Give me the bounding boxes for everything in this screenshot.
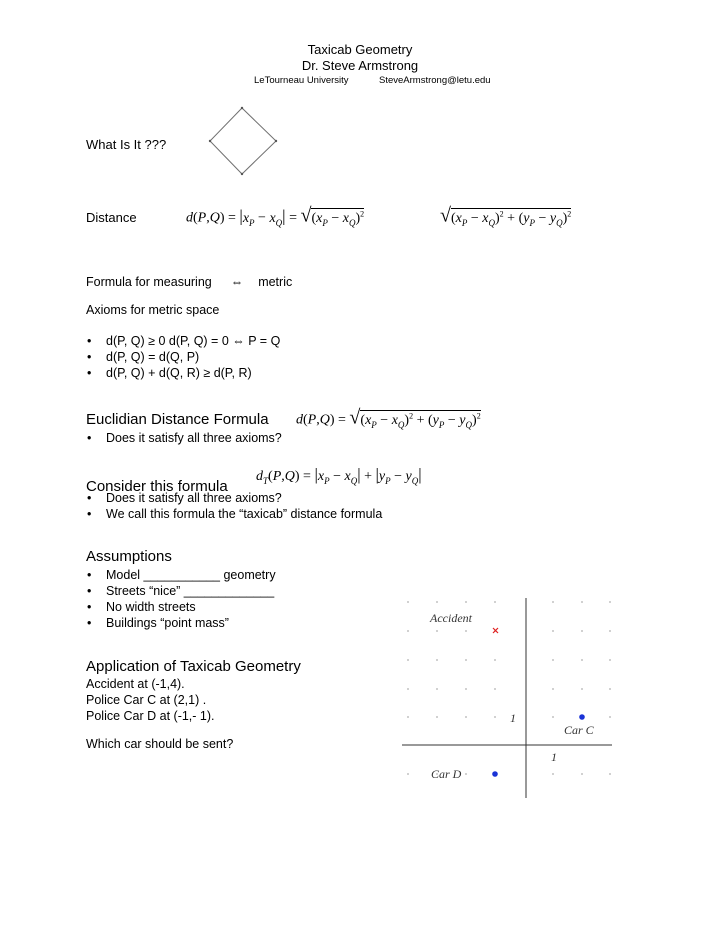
grid-dot — [436, 716, 438, 718]
distance-formula-euclid: $√(x_P - x_Q)^2 + (y_P - y_Q)^2$ — [440, 204, 572, 228]
accident-location: Accident at (-1,4). — [86, 677, 185, 691]
list-item: • No width streets — [86, 599, 276, 615]
grid-dot — [407, 630, 409, 632]
list-item: • d(P, Q) ≥ 0 d(P, Q) = 0 ⇔ P = Q — [86, 333, 280, 349]
grid-dot — [581, 659, 583, 661]
grid-dot — [436, 659, 438, 661]
grid-dot — [407, 601, 409, 603]
consider-title: Consider this formula — [86, 478, 228, 495]
formula-measuring-line — [86, 275, 292, 289]
axioms-list — [86, 333, 280, 381]
assumptions-list — [86, 567, 276, 631]
grid-dot — [465, 773, 467, 775]
grid-dot — [465, 601, 467, 603]
distance-formula-abs: $d(P,Q) = |x_P - x_Q| = √(x_P - x_Q)^2$ — [186, 204, 365, 228]
car-c-label: Car C — [564, 723, 594, 737]
grid-dot — [609, 688, 611, 690]
application-details — [86, 676, 215, 724]
grid-dot — [436, 688, 438, 690]
grid-dot — [407, 659, 409, 661]
university-name: LeTourneau University — [254, 75, 349, 86]
car-d-marker — [492, 771, 498, 777]
car-d-label: Car D — [431, 767, 462, 781]
axioms-title: Axioms for metric space — [86, 303, 220, 317]
grid-dot — [436, 601, 438, 603]
list-item: • d(P, Q) = d(Q, P) — [86, 349, 280, 365]
grid-dot — [581, 601, 583, 603]
euclidean-list — [86, 430, 282, 446]
formula-measuring-left: Formula for measuring — [86, 275, 212, 289]
list-item: • We call this formula the “taxicab” distance formula — [86, 506, 382, 522]
author-email: SteveArmstrong@letu.edu — [379, 75, 491, 86]
grid-dot — [407, 716, 409, 718]
grid-dot — [552, 630, 554, 632]
grid-dot — [552, 773, 554, 775]
grid-dot — [436, 630, 438, 632]
grid-dot — [581, 630, 583, 632]
list-item: • Streets “nice” _____________ — [86, 583, 276, 599]
document-title: Taxicab Geometry — [307, 42, 413, 57]
list-item: • Does it satisfy all three axioms? — [86, 490, 382, 506]
y-axis-tick-label: 1 — [510, 711, 516, 725]
grid-dot — [494, 716, 496, 718]
list-item: • d(P, Q) + d(Q, R) ≥ d(P, R) — [86, 365, 280, 381]
grid-dot — [494, 601, 496, 603]
taxicab-grid-graph — [400, 596, 614, 800]
x-axis-tick-label: 1 — [551, 750, 557, 764]
author-name: Dr. Steve Armstrong — [301, 58, 419, 73]
accident-marker — [493, 628, 498, 633]
grid-dot — [465, 716, 467, 718]
distance-label: Distance — [86, 210, 137, 225]
grid-dot — [609, 773, 611, 775]
list-item: • Buildings “point mass” — [86, 615, 276, 631]
assumptions-title: Assumptions — [86, 548, 172, 565]
grid-dot — [552, 601, 554, 603]
grid-dot — [494, 688, 496, 690]
grid-dot — [465, 659, 467, 661]
car-c-location: Police Car C at (2,1) . — [86, 693, 207, 707]
grid-dot — [552, 688, 554, 690]
grid-dot — [407, 688, 409, 690]
taxicab-formula: $d_T(P,Q) = |x_P - x_Q| + |y_P - y_Q|$ — [256, 465, 422, 486]
accident-label: Accident — [430, 611, 472, 625]
grid-dot — [552, 716, 554, 718]
application-title: Application of Taxicab Geometry — [86, 658, 301, 675]
taxicab-circle-diamond — [206, 104, 280, 178]
grid-dots — [407, 601, 611, 775]
car-c-marker — [579, 714, 585, 720]
application-question: Which car should be sent? — [86, 737, 234, 751]
grid-dot — [465, 630, 467, 632]
grid-dot — [552, 659, 554, 661]
car-d-location: Police Car D at (-1,- 1). — [86, 709, 215, 723]
formula-measuring-right: metric — [258, 275, 293, 289]
grid-dot — [494, 659, 496, 661]
grid-dot — [609, 659, 611, 661]
grid-dot — [465, 688, 467, 690]
euclidean-formula: $d(P,Q) = √(x_P - x_Q)^2 + (y_P - y_Q)^2$ — [296, 406, 481, 430]
grid-dot — [581, 688, 583, 690]
grid-dot — [407, 773, 409, 775]
grid-dot — [581, 773, 583, 775]
what-is-it-label: What Is It ??? — [86, 137, 167, 152]
consider-list — [86, 490, 382, 522]
list-item: • Model ___________ geometry — [86, 567, 276, 583]
list-item: • Does it satisfy all three axioms? — [86, 430, 282, 446]
equivalence-symbol: ⇔ — [230, 275, 244, 289]
grid-dot — [609, 716, 611, 718]
grid-dot — [609, 630, 611, 632]
grid-dot — [609, 601, 611, 603]
euclidean-title: Euclidian Distance Formula — [86, 411, 269, 428]
